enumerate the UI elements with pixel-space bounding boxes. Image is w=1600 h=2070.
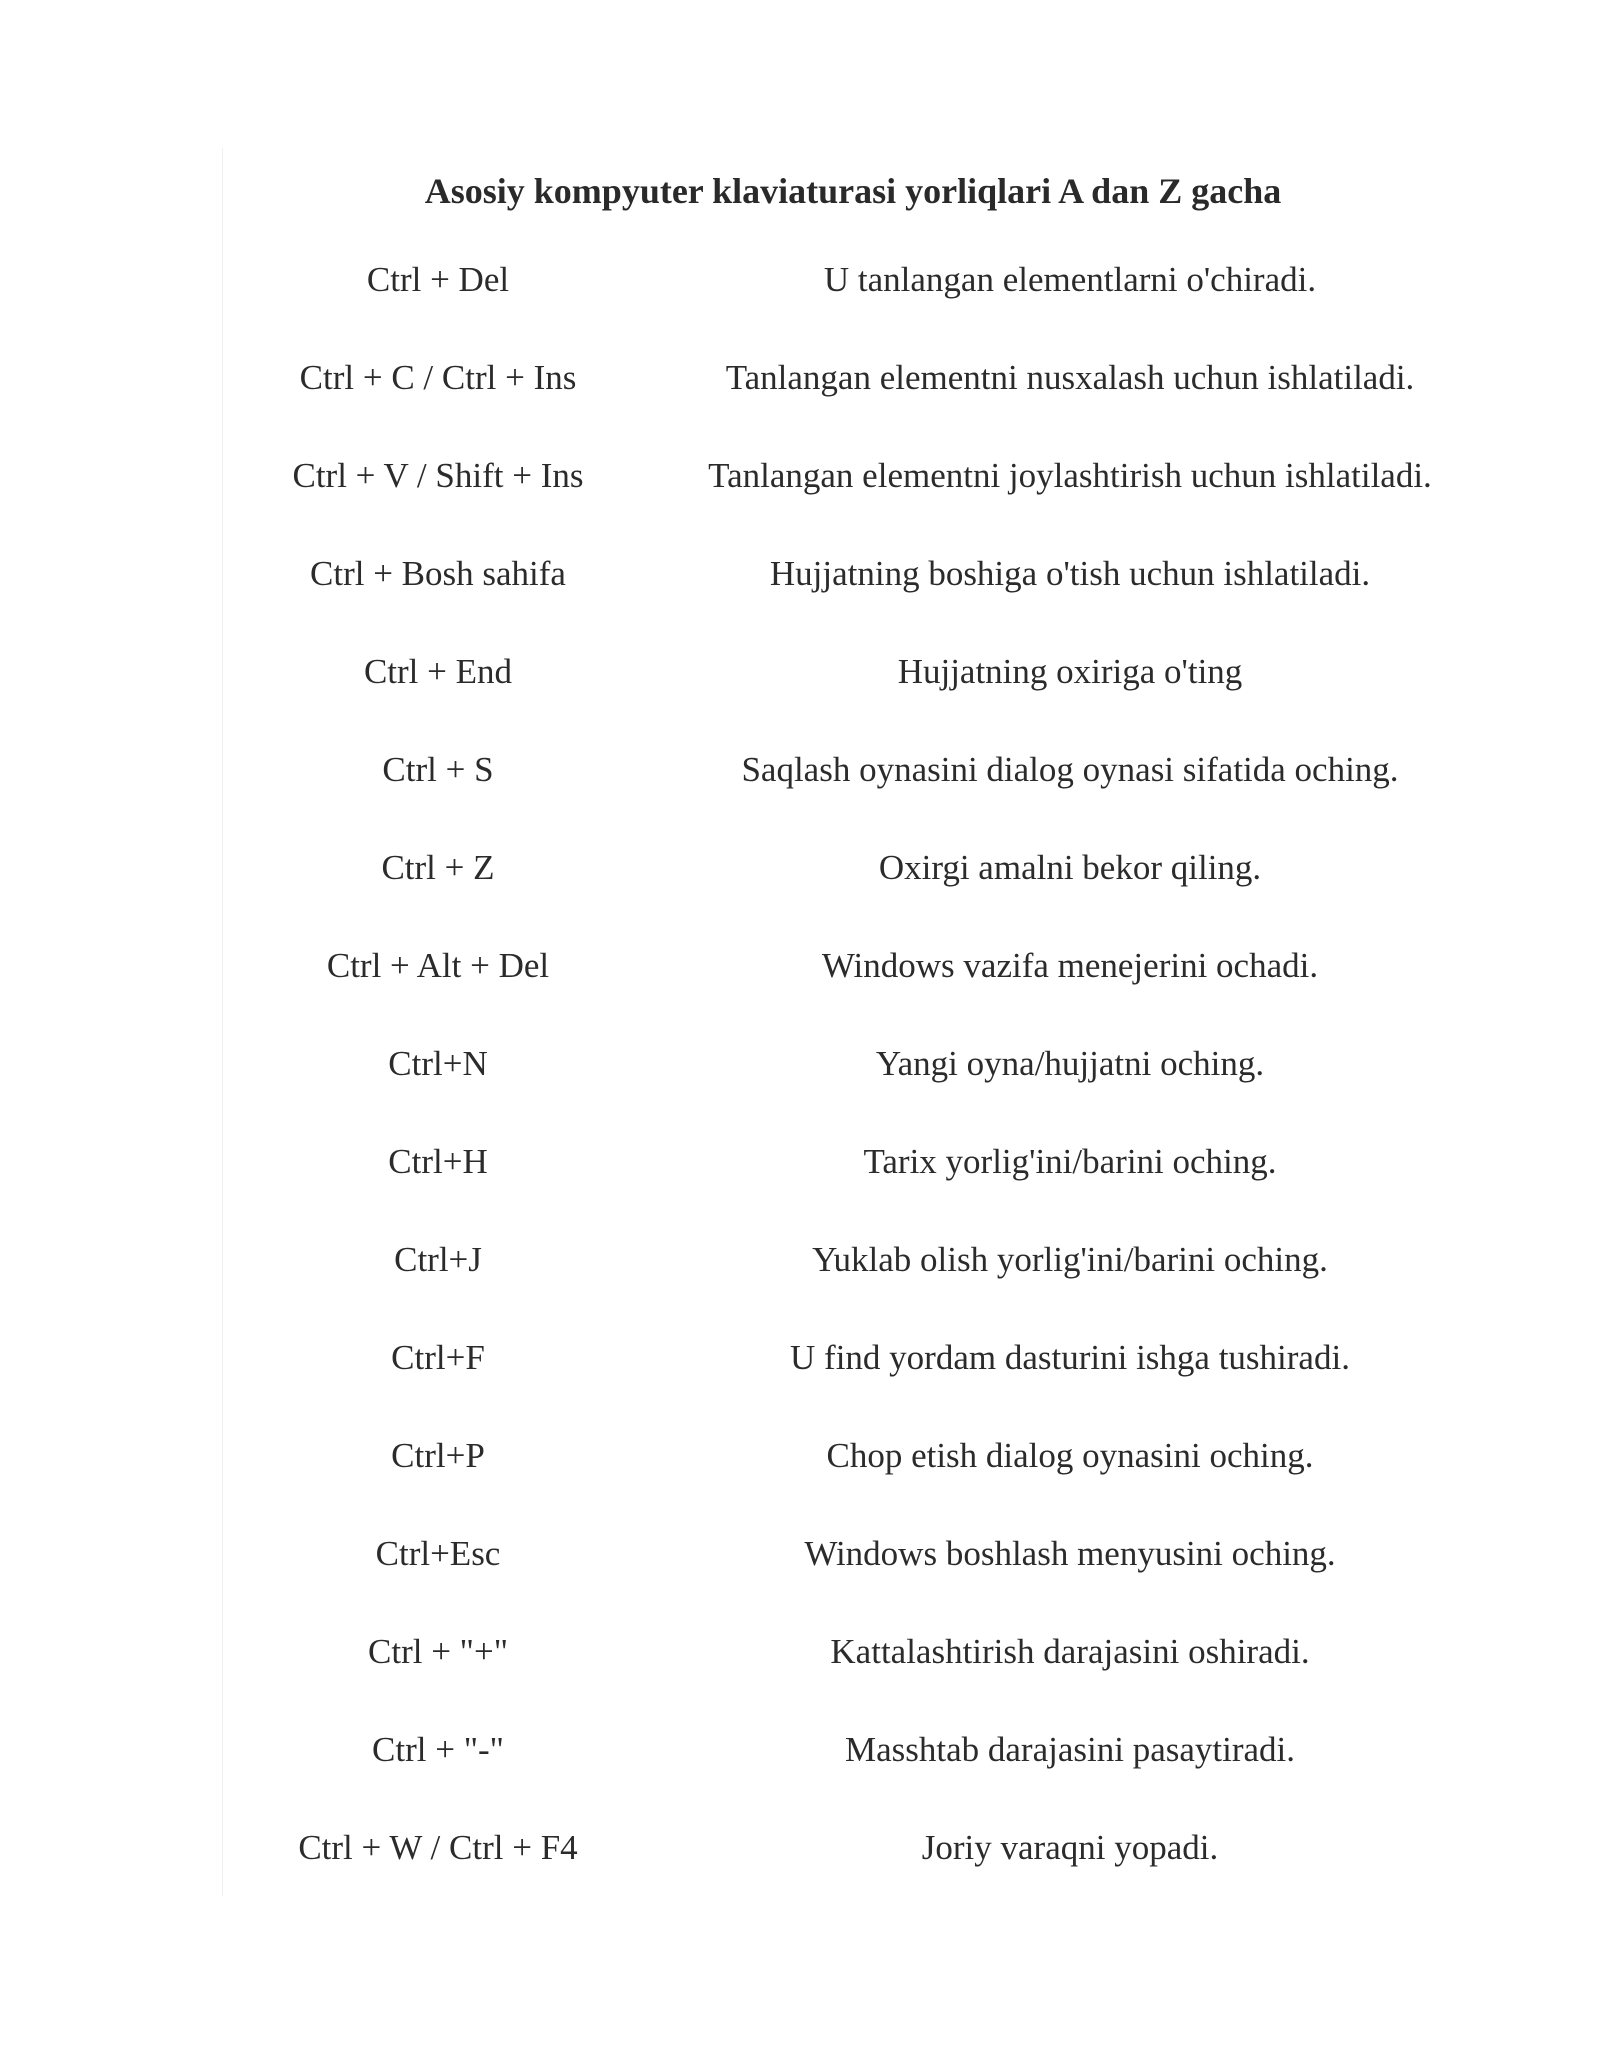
shortcut-description: Joriy varaqni yopadi.	[921, 1828, 1219, 1867]
shortcut-description: Windows vazifa menejerini ochadi.	[821, 946, 1319, 985]
shortcut-row	[0, 941, 1600, 1039]
shortcut-keys: Ctrl + "-"	[372, 1730, 504, 1769]
shortcut-row	[0, 1627, 1600, 1725]
shortcut-keys: Ctrl + Bosh sahifa	[310, 554, 566, 593]
shortcut-description: Kattalashtirish darajasini oshiradi.	[830, 1632, 1310, 1671]
shortcut-row	[0, 255, 1600, 353]
shortcut-keys: Ctrl+F	[391, 1338, 485, 1377]
shortcut-keys: Ctrl+Esc	[375, 1534, 501, 1573]
shortcut-keys: Ctrl+P	[391, 1436, 485, 1475]
shortcut-description: Tanlangan elementni joylashtirish uchun ishlatiladi.	[708, 456, 1432, 495]
shortcut-description: Yuklab olish yorlig'ini/barini oching.	[812, 1240, 1328, 1279]
shortcut-row	[0, 843, 1600, 941]
shortcut-table	[0, 255, 1600, 1921]
shortcut-description: Windows boshlash menyusini oching.	[804, 1534, 1336, 1573]
shortcut-row	[0, 1039, 1600, 1137]
shortcut-description: Hujjatning oxiriga o'ting	[897, 652, 1243, 691]
shortcut-description: Tanlangan elementni nusxalash uchun ishlatiladi.	[725, 358, 1415, 397]
shortcut-description: Hujjatning boshiga o'tish uchun ishlatiladi.	[769, 554, 1371, 593]
shortcut-keys: Ctrl+J	[394, 1240, 482, 1279]
shortcut-description: U find yordam dasturini ishga tushiradi.	[790, 1338, 1350, 1377]
shortcut-row	[0, 1333, 1600, 1431]
shortcut-description: Saqlash oynasini dialog oynasi sifatida oching.	[741, 750, 1399, 789]
shortcut-row	[0, 1725, 1600, 1823]
shortcut-description: U tanlangan elementlarni o'chiradi.	[823, 260, 1317, 299]
shortcut-keys: Ctrl + Del	[366, 260, 510, 299]
shortcut-row	[0, 353, 1600, 451]
shortcut-description: Chop etish dialog oynasini oching.	[826, 1436, 1314, 1475]
shortcut-row	[0, 1431, 1600, 1529]
shortcut-description: Yangi oyna/hujjatni oching.	[875, 1044, 1265, 1083]
shortcut-row	[0, 549, 1600, 647]
document-title: Asosiy kompyuter klaviaturasi yorliqlari A dan Z gacha	[424, 171, 1282, 211]
shortcut-row	[0, 1137, 1600, 1235]
shortcut-description: Masshtab darajasini pasaytiradi.	[844, 1730, 1295, 1769]
shortcut-keys: Ctrl + "+"	[368, 1632, 508, 1671]
shortcut-row	[0, 1235, 1600, 1333]
shortcut-row	[0, 745, 1600, 843]
shortcut-row	[0, 1823, 1600, 1921]
shortcut-keys: Ctrl + W / Ctrl + F4	[298, 1828, 578, 1867]
shortcut-keys: Ctrl+H	[388, 1142, 488, 1181]
shortcut-keys: Ctrl + V / Shift + Ins	[292, 456, 584, 495]
shortcut-keys: Ctrl+N	[388, 1044, 488, 1083]
shortcut-description: Tarix yorlig'ini/barini oching.	[863, 1142, 1277, 1181]
shortcut-row	[0, 1529, 1600, 1627]
shortcut-description: Oxirgi amalni bekor qiling.	[878, 848, 1262, 887]
shortcut-keys: Ctrl + S	[382, 750, 494, 789]
shortcut-row	[0, 647, 1600, 745]
shortcut-row	[0, 451, 1600, 549]
shortcut-keys: Ctrl + C / Ctrl + Ins	[299, 358, 577, 397]
shortcut-keys: Ctrl + Z	[381, 848, 495, 887]
shortcut-keys: Ctrl + Alt + Del	[326, 946, 550, 985]
shortcut-keys: Ctrl + End	[363, 652, 513, 691]
